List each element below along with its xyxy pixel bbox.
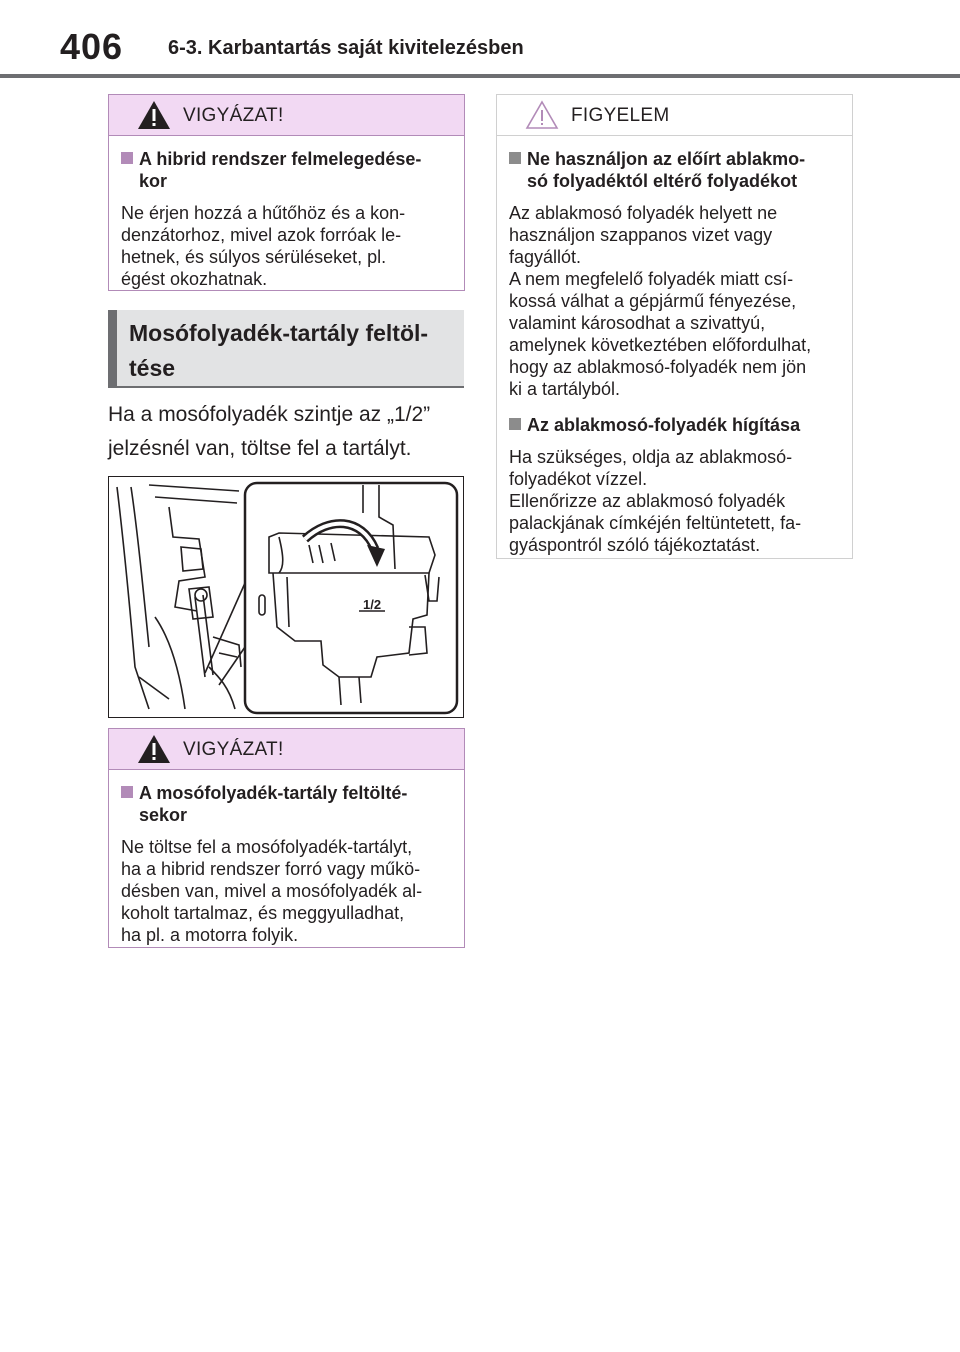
warning-subheading-text: A mosófolyadék-tartály feltölté- sekor xyxy=(139,783,408,825)
section-heading-text: Mosófolyadék-tartály feltöl- tése xyxy=(129,320,429,381)
warning-subheading-text: A hibrid rendszer felmelegedése- kor xyxy=(139,149,422,191)
notice-text-1: Az ablakmosó folyadék helyett ne használjon szappanos vizet vagy fagyállót. A nem megfelelő folyadék miatt csí- kossá válhat a gépjármű fényezése, valamint károsodhat a szivattyú, amelynek következtében előfordulhat, hogy az ablakmosó-folyadék nem jön ki a tartályból. xyxy=(509,203,812,399)
notice-subheading-text: Az ablakmosó-folyadék hígítása xyxy=(527,415,801,435)
header-rule xyxy=(0,74,960,78)
bullet-square-icon xyxy=(121,786,133,798)
notice-subheading-1 xyxy=(509,148,838,192)
warning-box-header xyxy=(109,729,464,770)
notice-subheading-text: Ne használjon az előírt ablakmo- só folyadéktól eltérő folyadékot xyxy=(527,149,806,191)
notice-box-header xyxy=(497,95,852,136)
bullet-square-icon xyxy=(121,152,133,164)
notice-label: FIGYELEM xyxy=(571,105,670,126)
warning-label: VIGYÁZAT! xyxy=(183,739,284,760)
bullet-square-icon xyxy=(509,152,521,164)
warning-subheading xyxy=(121,782,450,826)
washer-tank-illustration xyxy=(108,476,464,718)
page-header xyxy=(0,0,960,78)
engine-bay-drawing xyxy=(109,477,464,718)
section-title: 6-3. Karbantartás saját kivitelezésben xyxy=(168,37,524,59)
section-heading xyxy=(108,310,464,388)
level-mark-label: 1/2 xyxy=(363,597,382,612)
warning-box-hybrid-heat xyxy=(108,94,465,291)
warning-box-filling xyxy=(108,728,465,948)
warning-box-header xyxy=(109,95,464,136)
caution-outline-triangle-icon xyxy=(525,100,559,130)
intro-paragraph: Ha a mosófolyadék szintje az „1/2” jelzésnél van, töltse fel a tartályt. xyxy=(108,403,431,460)
notice-text-2: Ha szükséges, oldja az ablakmosó- folyadékot vízzel. Ellenőrizze az ablakmosó folyadék palackjának címkéjén feltüntetett, fa- gyáspontról szóló tájékoztatást. xyxy=(509,447,802,555)
warning-text: Ne érjen hozzá a hűtőhöz és a kon- denzátorhoz, mivel azok forróak le- hetnek, és súlyos sérüléseket, pl. égést okozhatnak. xyxy=(121,203,406,289)
warning-subheading xyxy=(121,148,450,192)
warning-triangle-icon xyxy=(137,734,171,764)
bullet-square-icon xyxy=(509,418,521,430)
warning-triangle-icon xyxy=(137,100,171,130)
notice-box xyxy=(496,94,853,559)
page-number: 406 xyxy=(60,26,124,67)
warning-text: Ne töltse fel a mosófolyadék-tartályt, ha a hibrid rendszer forró vagy műkö- désben van, mivel a mosófolyadék al- koholt tartalmaz, és meggyulladhat, ha pl. a motorra folyik. xyxy=(121,837,423,945)
warning-label: VIGYÁZAT! xyxy=(183,105,284,126)
notice-subheading-2 xyxy=(509,414,838,436)
